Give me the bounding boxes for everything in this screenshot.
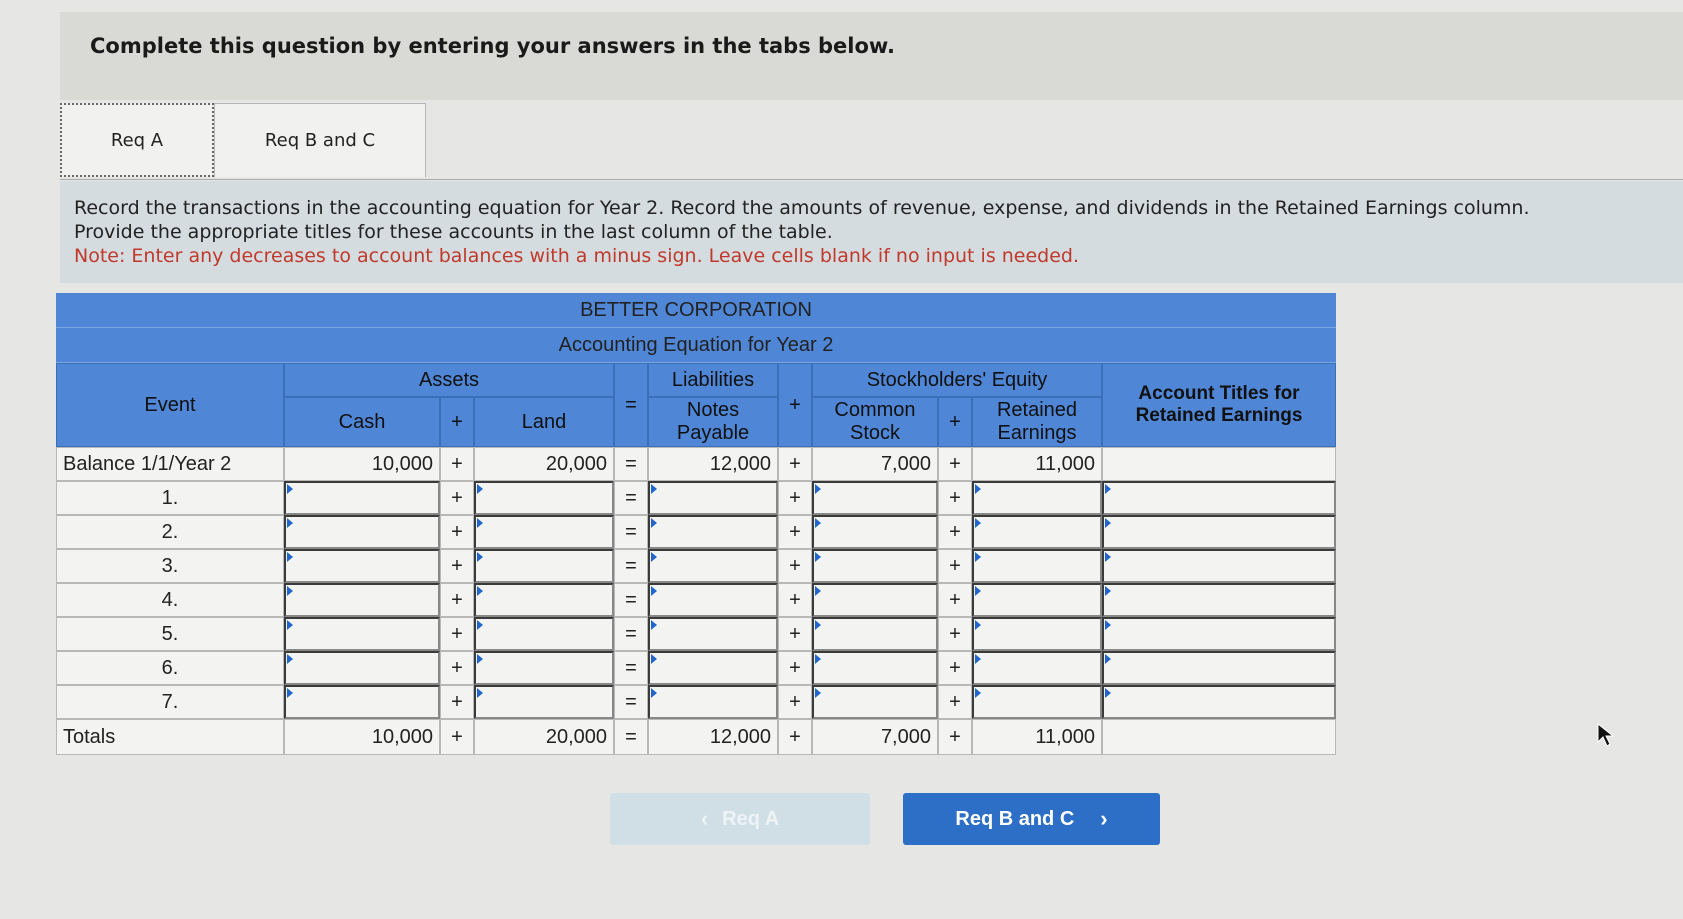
- input-land-event-4[interactable]: [474, 583, 614, 617]
- operator-plus1: +: [440, 685, 474, 719]
- totals-notes-payable: 12,000: [648, 719, 778, 755]
- input-retained-event-7[interactable]: [972, 685, 1102, 719]
- balance-common-stock: 7,000: [812, 447, 938, 481]
- instructions-panel: [60, 181, 1683, 283]
- input-notes-event-1[interactable]: [648, 481, 778, 515]
- balance-retained-earnings: 11,000: [972, 447, 1102, 481]
- input-title-event-6[interactable]: [1102, 651, 1336, 685]
- accounting-equation-table: [56, 293, 1346, 787]
- instruction-line-2: Provide the appropriate titles for these accounts in the last column of the table.: [74, 221, 833, 243]
- input-retained-event-6[interactable]: [972, 651, 1102, 685]
- input-cash-event-3[interactable]: [284, 549, 440, 583]
- input-stock-event-4[interactable]: [812, 583, 938, 617]
- input-title-event-1[interactable]: [1102, 481, 1336, 515]
- input-cash-event-7[interactable]: [284, 685, 440, 719]
- header-land: Land: [474, 397, 614, 447]
- operator-plus2: +: [778, 583, 812, 617]
- chevron-right-icon: ›: [1100, 806, 1108, 831]
- operator-plus1: +: [440, 515, 474, 549]
- operator-plus1: +: [440, 617, 474, 651]
- operator-plus1: +: [440, 481, 474, 515]
- totals-plus-1: +: [440, 719, 474, 755]
- totals-account-title: [1102, 719, 1336, 755]
- operator-plus2: +: [778, 651, 812, 685]
- balance-plus-3: +: [938, 447, 972, 481]
- event-label: 5.: [56, 617, 284, 651]
- input-retained-event-5[interactable]: [972, 617, 1102, 651]
- input-stock-event-2[interactable]: [812, 515, 938, 549]
- input-title-event-5[interactable]: [1102, 617, 1336, 651]
- operator-plus3: +: [938, 515, 972, 549]
- event-label: 4.: [56, 583, 284, 617]
- operator-plus2: +: [778, 549, 812, 583]
- operator-plus2: +: [778, 617, 812, 651]
- input-land-event-7[interactable]: [474, 685, 614, 719]
- header-assets: Assets: [284, 363, 614, 397]
- instruction-note: Note: Enter any decreases to account balances with a minus sign. Leave cells blank if no input is needed.: [74, 245, 1080, 267]
- header-stockholders-equity: Stockholders' Equity: [812, 363, 1102, 397]
- event-label: 3.: [56, 549, 284, 583]
- operator-plus3: +: [938, 549, 972, 583]
- totals-cash: 10,000: [284, 719, 440, 755]
- operator-eq: =: [614, 651, 648, 685]
- totals-plus-2: +: [778, 719, 812, 755]
- header-plus-assets: +: [440, 397, 474, 447]
- event-label: 7.: [56, 685, 284, 719]
- input-title-event-7[interactable]: [1102, 685, 1336, 719]
- input-land-event-5[interactable]: [474, 617, 614, 651]
- input-retained-event-2[interactable]: [972, 515, 1102, 549]
- chevron-left-icon: ‹: [700, 806, 709, 831]
- operator-eq: =: [614, 481, 648, 515]
- header-event: Event: [56, 363, 284, 447]
- input-stock-event-5[interactable]: [812, 617, 938, 651]
- header-liabilities: Liabilities: [648, 363, 778, 397]
- operator-eq: =: [614, 685, 648, 719]
- input-stock-event-3[interactable]: [812, 549, 938, 583]
- instruction-line-1: Record the transactions in the accounting equation for Year 2. Record the amounts of revenue, expense, and dividends in the Retained Earnings column.: [74, 197, 1530, 219]
- operator-plus1: +: [440, 549, 474, 583]
- input-notes-event-7[interactable]: [648, 685, 778, 719]
- totals-plus-3: +: [938, 719, 972, 755]
- balance-cash: 10,000: [284, 447, 440, 481]
- balance-plus-1: +: [440, 447, 474, 481]
- balance-label: Balance 1/1/Year 2: [56, 447, 284, 481]
- input-cash-event-4[interactable]: [284, 583, 440, 617]
- input-cash-event-6[interactable]: [284, 651, 440, 685]
- header-plus-equity: +: [938, 397, 972, 447]
- input-land-event-6[interactable]: [474, 651, 614, 685]
- tab-divider: [60, 179, 1683, 180]
- next-req-b-and-c-button[interactable]: Req B and C ›: [903, 793, 1160, 845]
- input-cash-event-2[interactable]: [284, 515, 440, 549]
- table-title: Accounting Equation for Year 2: [56, 328, 1336, 363]
- totals-land: 20,000: [474, 719, 614, 755]
- instructions-header: [60, 12, 1683, 100]
- balance-account-title: [1102, 447, 1336, 481]
- event-label: 2.: [56, 515, 284, 549]
- header-equals: =: [614, 363, 648, 447]
- totals-retained-earnings: 11,000: [972, 719, 1102, 755]
- balance-equals: =: [614, 447, 648, 481]
- input-notes-event-6[interactable]: [648, 651, 778, 685]
- operator-eq: =: [614, 617, 648, 651]
- event-label: 6.: [56, 651, 284, 685]
- operator-plus3: +: [938, 685, 972, 719]
- input-retained-event-1[interactable]: [972, 481, 1102, 515]
- totals-label: Totals: [56, 719, 284, 755]
- operator-plus2: +: [778, 481, 812, 515]
- header-account-titles: Account Titles for Retained Earnings: [1102, 363, 1336, 447]
- operator-plus3: +: [938, 651, 972, 685]
- mouse-pointer-icon: [1596, 722, 1616, 748]
- header-retained-earnings: Retained Earnings: [972, 397, 1102, 447]
- input-stock-event-7[interactable]: [812, 685, 938, 719]
- input-notes-event-3[interactable]: [648, 549, 778, 583]
- input-cash-event-1[interactable]: [284, 481, 440, 515]
- input-retained-event-4[interactable]: [972, 583, 1102, 617]
- operator-plus3: +: [938, 583, 972, 617]
- balance-plus-2: +: [778, 447, 812, 481]
- input-notes-event-2[interactable]: [648, 515, 778, 549]
- input-notes-event-4[interactable]: [648, 583, 778, 617]
- input-retained-event-3[interactable]: [972, 549, 1102, 583]
- operator-plus1: +: [440, 651, 474, 685]
- input-title-event-4[interactable]: [1102, 583, 1336, 617]
- prev-req-a-button[interactable]: ‹ Req A: [610, 793, 870, 845]
- balance-land: 20,000: [474, 447, 614, 481]
- tab-req-a[interactable]: Req A: [60, 103, 214, 177]
- operator-plus1: +: [440, 583, 474, 617]
- totals-common-stock: 7,000: [812, 719, 938, 755]
- operator-plus2: +: [778, 515, 812, 549]
- header-common-stock: Common Stock: [812, 397, 938, 447]
- input-land-event-1[interactable]: [474, 481, 614, 515]
- header-plus: +: [778, 363, 812, 447]
- input-notes-event-5[interactable]: [648, 617, 778, 651]
- page-title: Complete this question by entering your answers in the tabs below.: [90, 34, 895, 58]
- tab-req-b-and-c[interactable]: Req B and C: [214, 103, 426, 177]
- input-land-event-3[interactable]: [474, 549, 614, 583]
- totals-equals: =: [614, 719, 648, 755]
- input-title-event-2[interactable]: [1102, 515, 1336, 549]
- input-title-event-3[interactable]: [1102, 549, 1336, 583]
- balance-notes-payable: 12,000: [648, 447, 778, 481]
- header-cash: Cash: [284, 397, 440, 447]
- operator-eq: =: [614, 583, 648, 617]
- header-notes-payable: Notes Payable: [648, 397, 778, 447]
- operator-plus3: +: [938, 617, 972, 651]
- input-cash-event-5[interactable]: [284, 617, 440, 651]
- operator-eq: =: [614, 549, 648, 583]
- operator-plus2: +: [778, 685, 812, 719]
- input-land-event-2[interactable]: [474, 515, 614, 549]
- input-stock-event-6[interactable]: [812, 651, 938, 685]
- operator-plus3: +: [938, 481, 972, 515]
- company-name: BETTER CORPORATION: [56, 293, 1336, 328]
- event-label: 1.: [56, 481, 284, 515]
- input-stock-event-1[interactable]: [812, 481, 938, 515]
- operator-eq: =: [614, 515, 648, 549]
